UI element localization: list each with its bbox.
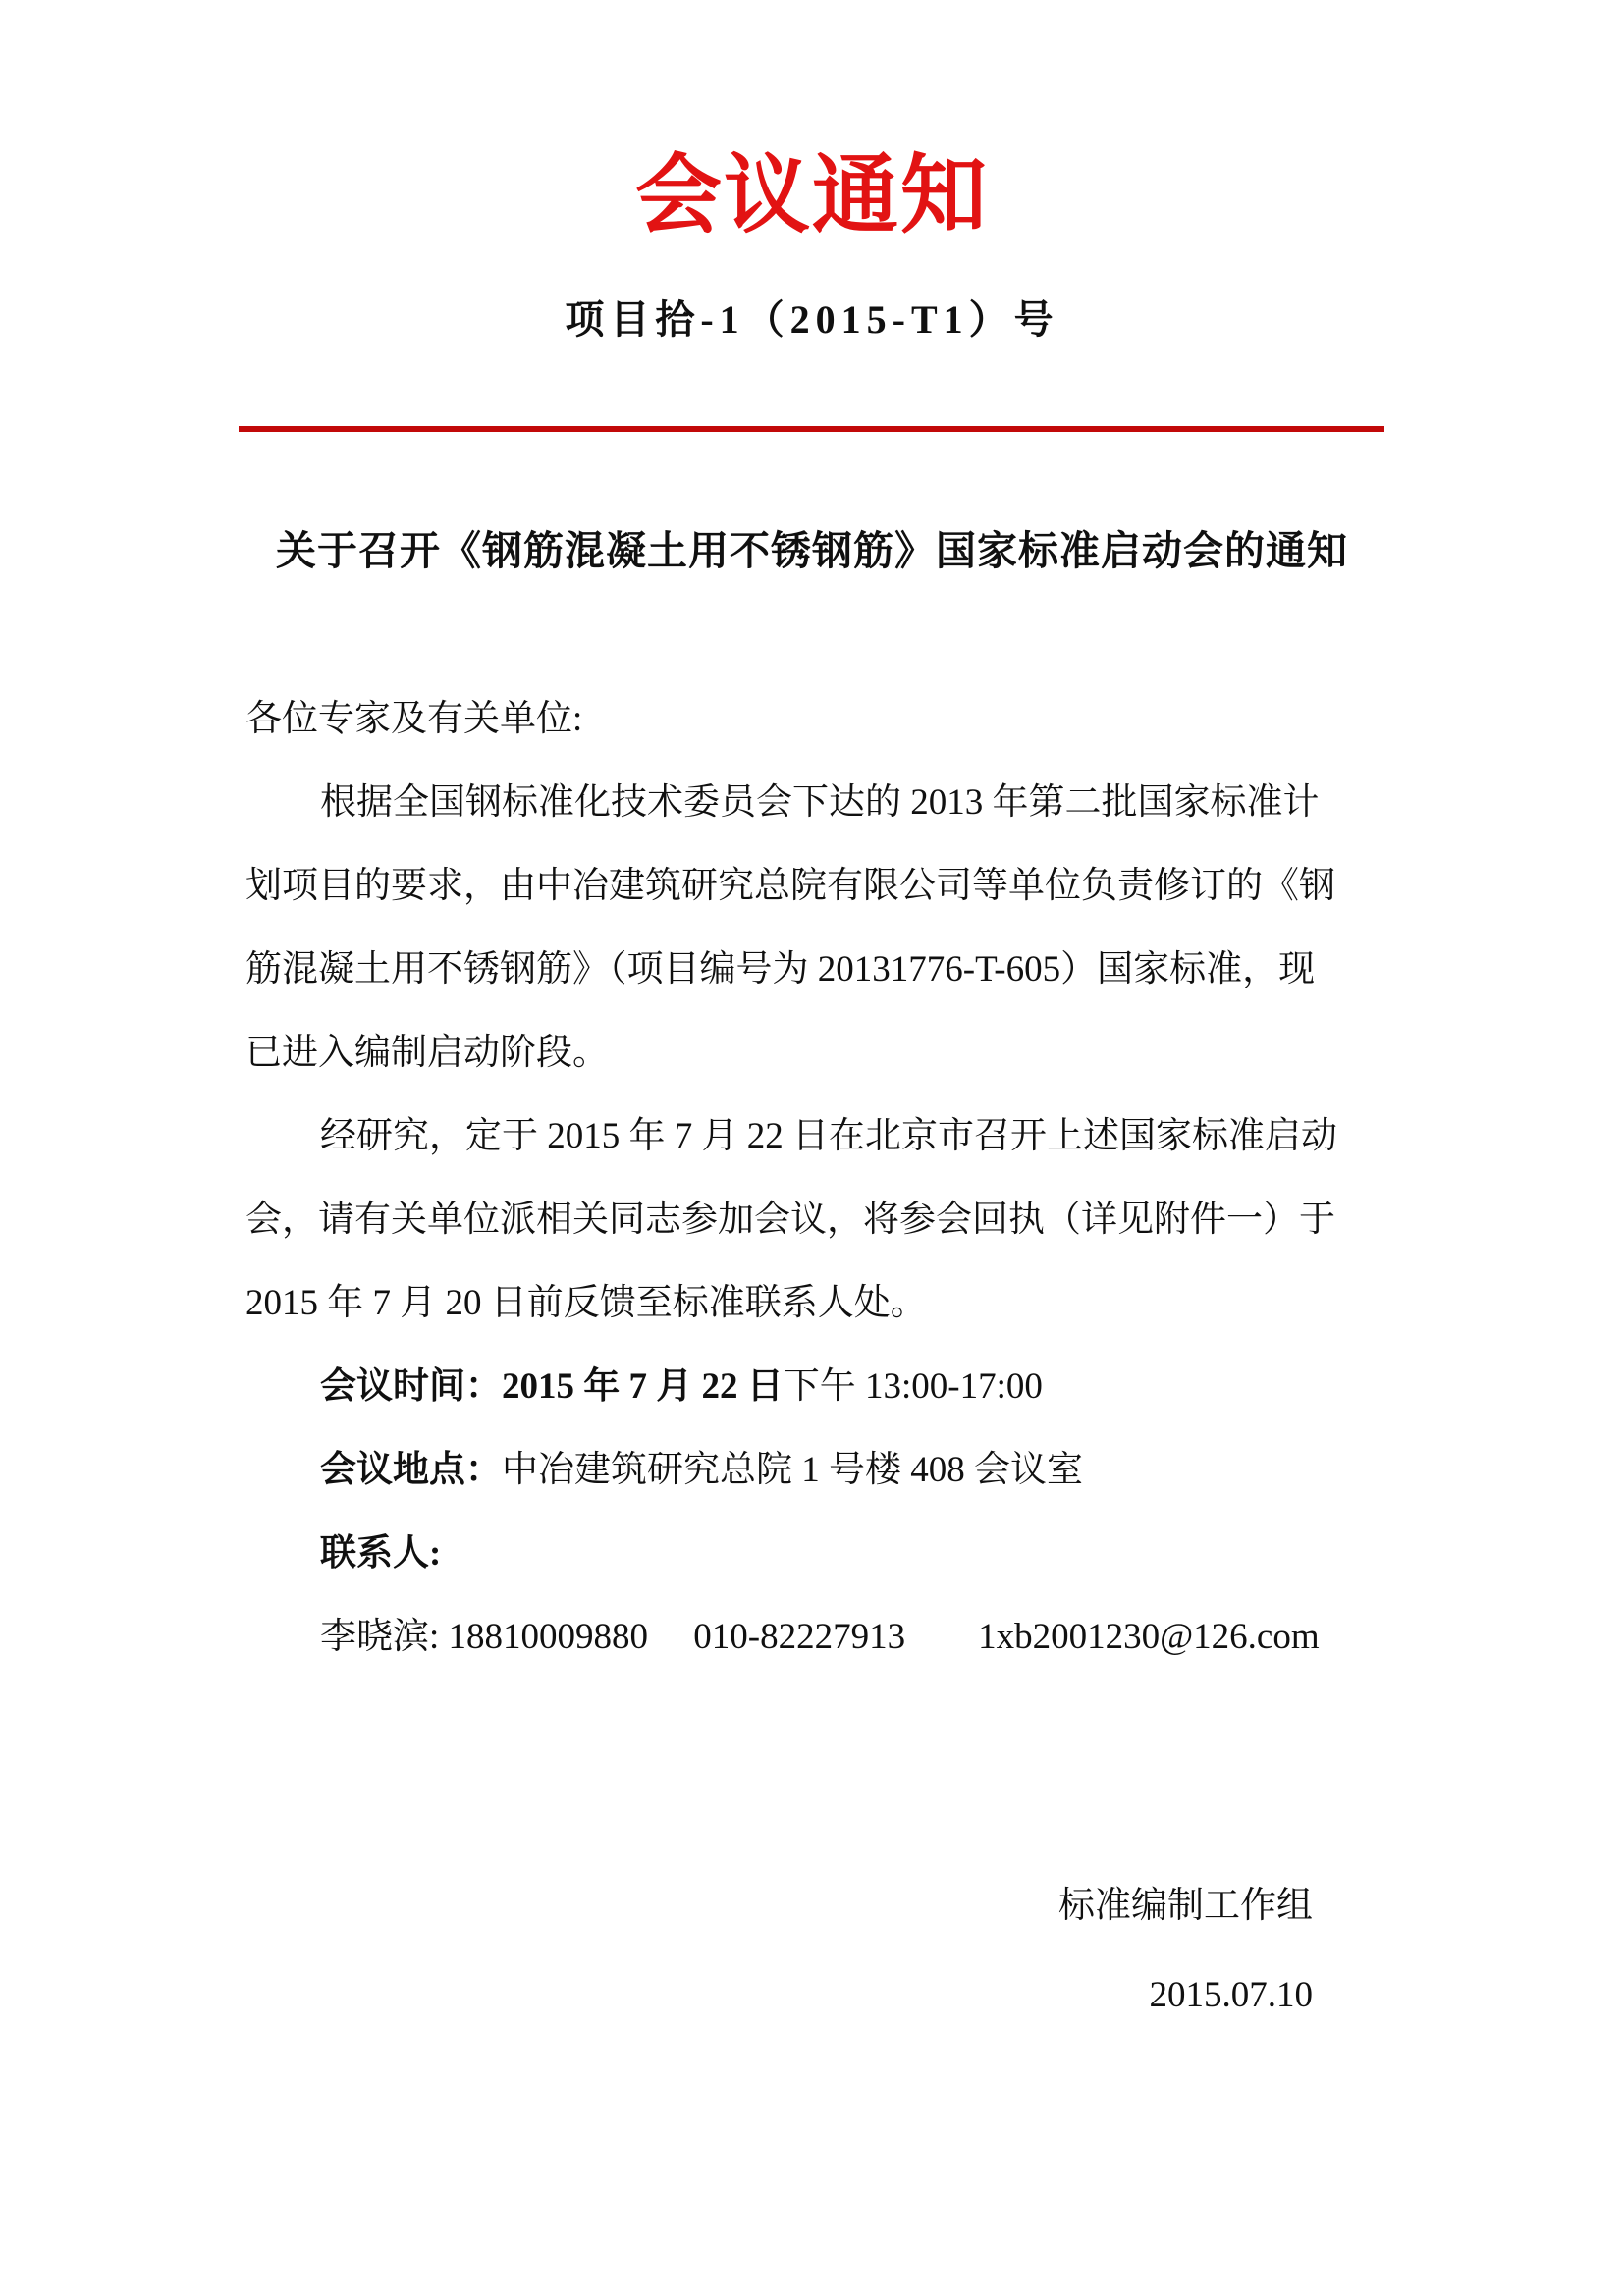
salutation: 各位专家及有关单位: bbox=[245, 699, 583, 739]
contact-label: 联系人: bbox=[320, 1533, 442, 1574]
meeting-place-value: 中冶建筑研究总院 1 号楼 408 会议室 bbox=[502, 1450, 1083, 1490]
paragraph2-line: 会，请有关单位派相关同志参加会议，将参会回执（详见附件一）于 bbox=[245, 1200, 1335, 1240]
red-divider-rule bbox=[239, 426, 1384, 432]
notice-heading: 关于召开《钢筋混凝土用不锈钢筋》国家标准启动会的通知 bbox=[276, 528, 1348, 573]
document-body bbox=[245, 677, 1398, 1679]
paragraph1-line: 划项目的要求，由中冶建筑研究总院有限公司等单位负责修订的《钢 bbox=[245, 866, 1335, 906]
meeting-time-line bbox=[245, 1345, 1398, 1428]
document-title: 会议通知 bbox=[634, 149, 989, 244]
contact-detail-line: 李晓滨: 18810009880 010-82227913 1xb2001230@126.com bbox=[320, 1617, 1320, 1657]
paragraph1-line: 已进入编制启动阶段。 bbox=[245, 1033, 609, 1073]
paragraph2-line: 2015 年 7 月 20 日前反馈至标准联系人处。 bbox=[245, 1283, 927, 1323]
contact-label-line bbox=[245, 1512, 1398, 1595]
meeting-time-label: 会议时间： bbox=[320, 1366, 502, 1407]
paragraph1-line: 筋混凝土用不锈钢筋》（项目编号为 20131776-T-605）国家标准，现 bbox=[245, 949, 1316, 989]
signature-org: 标准编制工作组 bbox=[1058, 1886, 1313, 1926]
signature-block bbox=[1058, 1861, 1313, 2040]
meeting-place-line bbox=[245, 1428, 1398, 1512]
signature-date: 2015.07.10 bbox=[1149, 1975, 1313, 2015]
meeting-time-date: 2015 年 7 月 22 日 bbox=[502, 1366, 784, 1407]
meeting-place-label: 会议地点： bbox=[320, 1450, 502, 1490]
meeting-time-rest: 下午 13:00-17:00 bbox=[783, 1366, 1043, 1407]
paragraph1-line: 根据全国钢标准化技术委员会下达的 2013 年第二批国家标准计 bbox=[320, 782, 1320, 823]
document-number: 项目拾-1（2015-T1）号 bbox=[565, 297, 1059, 342]
paragraph2-line: 经研究，定于 2015 年 7 月 22 日在北京市召开上述国家标准启动 bbox=[320, 1116, 1337, 1156]
